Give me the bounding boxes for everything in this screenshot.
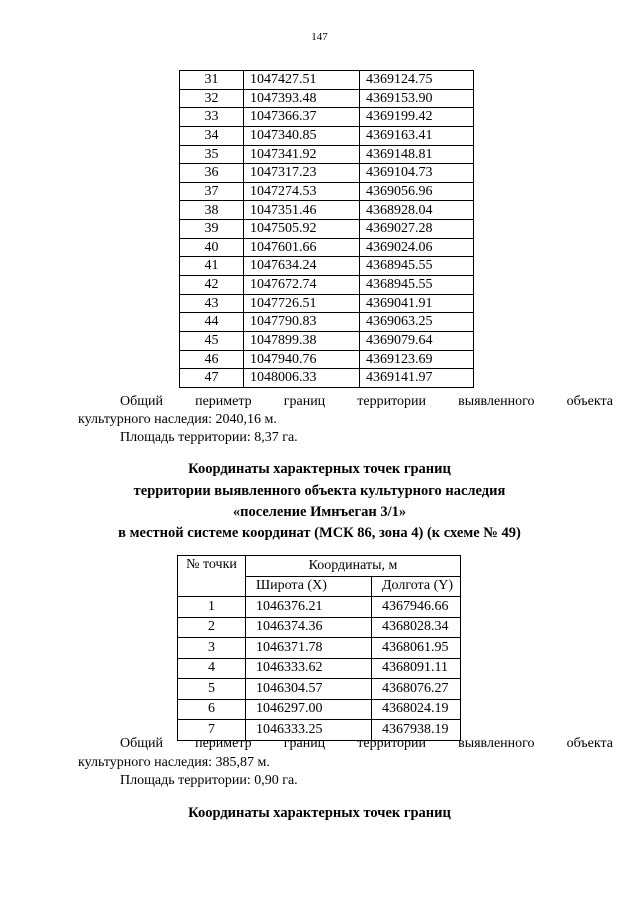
header-point-number: № точки bbox=[178, 556, 246, 597]
latitude-cell: 1046371.78 bbox=[246, 638, 372, 659]
latitude-cell: 1046376.21 bbox=[246, 597, 372, 618]
point-number-cell: 44 bbox=[180, 313, 244, 332]
latitude-cell: 1046374.36 bbox=[246, 617, 372, 638]
latitude-cell: 1047274.53 bbox=[244, 182, 360, 201]
table-row bbox=[180, 313, 474, 332]
table-row bbox=[180, 71, 474, 90]
point-number-cell: 36 bbox=[180, 164, 244, 183]
coordinates-table-imnegan bbox=[177, 555, 461, 741]
table-row bbox=[180, 164, 474, 183]
perimeter-text-2: Общий периметр границ территории выявленного объекта bbox=[120, 736, 613, 751]
longitude-cell: 4369041.91 bbox=[360, 294, 474, 313]
latitude-cell: 1047341.92 bbox=[244, 145, 360, 164]
point-number-cell: 38 bbox=[180, 201, 244, 220]
point-number-cell: 37 bbox=[180, 182, 244, 201]
point-number-cell: 33 bbox=[180, 108, 244, 127]
latitude-cell: 1047790.83 bbox=[244, 313, 360, 332]
header-latitude: Широта (X) bbox=[246, 576, 372, 597]
latitude-cell: 1046297.00 bbox=[246, 699, 372, 720]
longitude-cell: 4368028.34 bbox=[372, 617, 461, 638]
perimeter-text-2-cont: культурного наследия: 385,87 м. bbox=[78, 755, 270, 770]
longitude-cell: 4367946.66 bbox=[372, 597, 461, 618]
point-number-cell: 2 bbox=[178, 617, 246, 638]
latitude-cell: 1047672.74 bbox=[244, 276, 360, 295]
table-row bbox=[180, 145, 474, 164]
table-row bbox=[180, 257, 474, 276]
longitude-cell: 4369079.64 bbox=[360, 331, 474, 350]
longitude-cell: 4369024.06 bbox=[360, 238, 474, 257]
point-number-cell: 35 bbox=[180, 145, 244, 164]
table-row bbox=[178, 679, 461, 700]
latitude-cell: 1047366.37 bbox=[244, 108, 360, 127]
table-row bbox=[180, 331, 474, 350]
latitude-cell: 1047899.38 bbox=[244, 331, 360, 350]
area-text-2: Площадь территории: 0,90 га. bbox=[120, 773, 298, 788]
latitude-cell: 1047505.92 bbox=[244, 220, 360, 239]
section-heading-next: Координаты характерных точек границ bbox=[188, 805, 451, 821]
point-number-cell: 3 bbox=[178, 638, 246, 659]
table-row bbox=[178, 638, 461, 659]
point-number-cell: 6 bbox=[178, 699, 246, 720]
table-row bbox=[180, 201, 474, 220]
point-number-cell: 1 bbox=[178, 597, 246, 618]
page-number: 147 bbox=[311, 31, 328, 43]
longitude-cell: 4368091.11 bbox=[372, 658, 461, 679]
point-number-cell: 39 bbox=[180, 220, 244, 239]
longitude-cell: 4368945.55 bbox=[360, 257, 474, 276]
perimeter-text-1: Общий периметр границ территории выявленного объекта bbox=[120, 394, 613, 409]
table-row bbox=[180, 182, 474, 201]
longitude-cell: 4368024.19 bbox=[372, 699, 461, 720]
point-number-cell: 46 bbox=[180, 350, 244, 369]
latitude-cell: 1047601.66 bbox=[244, 238, 360, 257]
latitude-cell: 1047317.23 bbox=[244, 164, 360, 183]
perimeter-text-1-cont: культурного наследия: 2040,16 м. bbox=[78, 412, 277, 427]
longitude-cell: 4368061.95 bbox=[372, 638, 461, 659]
longitude-cell: 4369124.75 bbox=[360, 71, 474, 90]
longitude-cell: 4369141.97 bbox=[360, 369, 474, 388]
table-row bbox=[180, 276, 474, 295]
latitude-cell: 1046304.57 bbox=[246, 679, 372, 700]
latitude-cell: 1047634.24 bbox=[244, 257, 360, 276]
table-row bbox=[180, 294, 474, 313]
latitude-cell: 1047726.51 bbox=[244, 294, 360, 313]
longitude-cell: 4369163.41 bbox=[360, 126, 474, 145]
point-number-cell: 5 bbox=[178, 679, 246, 700]
point-number-cell: 34 bbox=[180, 126, 244, 145]
longitude-cell: 4369063.25 bbox=[360, 313, 474, 332]
latitude-cell: 1048006.33 bbox=[244, 369, 360, 388]
table-row bbox=[180, 89, 474, 108]
latitude-cell: 1046333.62 bbox=[246, 658, 372, 679]
longitude-cell: 4369123.69 bbox=[360, 350, 474, 369]
header-coordinates: Координаты, м bbox=[246, 556, 461, 577]
point-number-cell: 7 bbox=[178, 720, 246, 741]
table-row bbox=[180, 350, 474, 369]
longitude-cell: 4369199.42 bbox=[360, 108, 474, 127]
table-row bbox=[180, 126, 474, 145]
area-text-1: Площадь территории: 8,37 га. bbox=[120, 430, 298, 445]
latitude-cell: 1047393.48 bbox=[244, 89, 360, 108]
longitude-cell: 4368945.55 bbox=[360, 276, 474, 295]
latitude-cell: 1047351.46 bbox=[244, 201, 360, 220]
table-row bbox=[178, 617, 461, 638]
table-row bbox=[178, 597, 461, 618]
longitude-cell: 4369056.96 bbox=[360, 182, 474, 201]
longitude-cell: 4369104.73 bbox=[360, 164, 474, 183]
point-number-cell: 32 bbox=[180, 89, 244, 108]
table-row bbox=[178, 699, 461, 720]
latitude-cell: 1047940.76 bbox=[244, 350, 360, 369]
point-number-cell: 40 bbox=[180, 238, 244, 257]
point-number-cell: 43 bbox=[180, 294, 244, 313]
table-row bbox=[180, 369, 474, 388]
longitude-cell: 4369027.28 bbox=[360, 220, 474, 239]
latitude-cell: 1047340.85 bbox=[244, 126, 360, 145]
longitude-cell: 4368928.04 bbox=[360, 201, 474, 220]
point-number-cell: 45 bbox=[180, 331, 244, 350]
table-row bbox=[178, 658, 461, 679]
section-heading-line4: в местной системе координат (МСК 86, зона 4) (к схеме № 49) bbox=[118, 525, 521, 541]
header-longitude: Долгота (Y) bbox=[372, 576, 461, 597]
point-number-cell: 42 bbox=[180, 276, 244, 295]
longitude-cell: 4367938.19 bbox=[372, 720, 461, 741]
longitude-cell: 4369148.81 bbox=[360, 145, 474, 164]
table-row bbox=[180, 108, 474, 127]
section-heading-line2: территории выявленного объекта культурного наследия bbox=[133, 483, 506, 499]
section-heading-line3: «поселение Имнъеган 3/1» bbox=[232, 504, 407, 520]
coordinates-table-continued bbox=[179, 70, 474, 388]
point-number-cell: 4 bbox=[178, 658, 246, 679]
table-row bbox=[180, 238, 474, 257]
point-number-cell: 31 bbox=[180, 71, 244, 90]
latitude-cell: 1047427.51 bbox=[244, 71, 360, 90]
point-number-cell: 47 bbox=[180, 369, 244, 388]
point-number-cell: 41 bbox=[180, 257, 244, 276]
table-row bbox=[180, 220, 474, 239]
section-heading-line1: Координаты характерных точек границ bbox=[188, 461, 451, 477]
latitude-cell: 1046333.25 bbox=[246, 720, 372, 741]
longitude-cell: 4368076.27 bbox=[372, 679, 461, 700]
longitude-cell: 4369153.90 bbox=[360, 89, 474, 108]
